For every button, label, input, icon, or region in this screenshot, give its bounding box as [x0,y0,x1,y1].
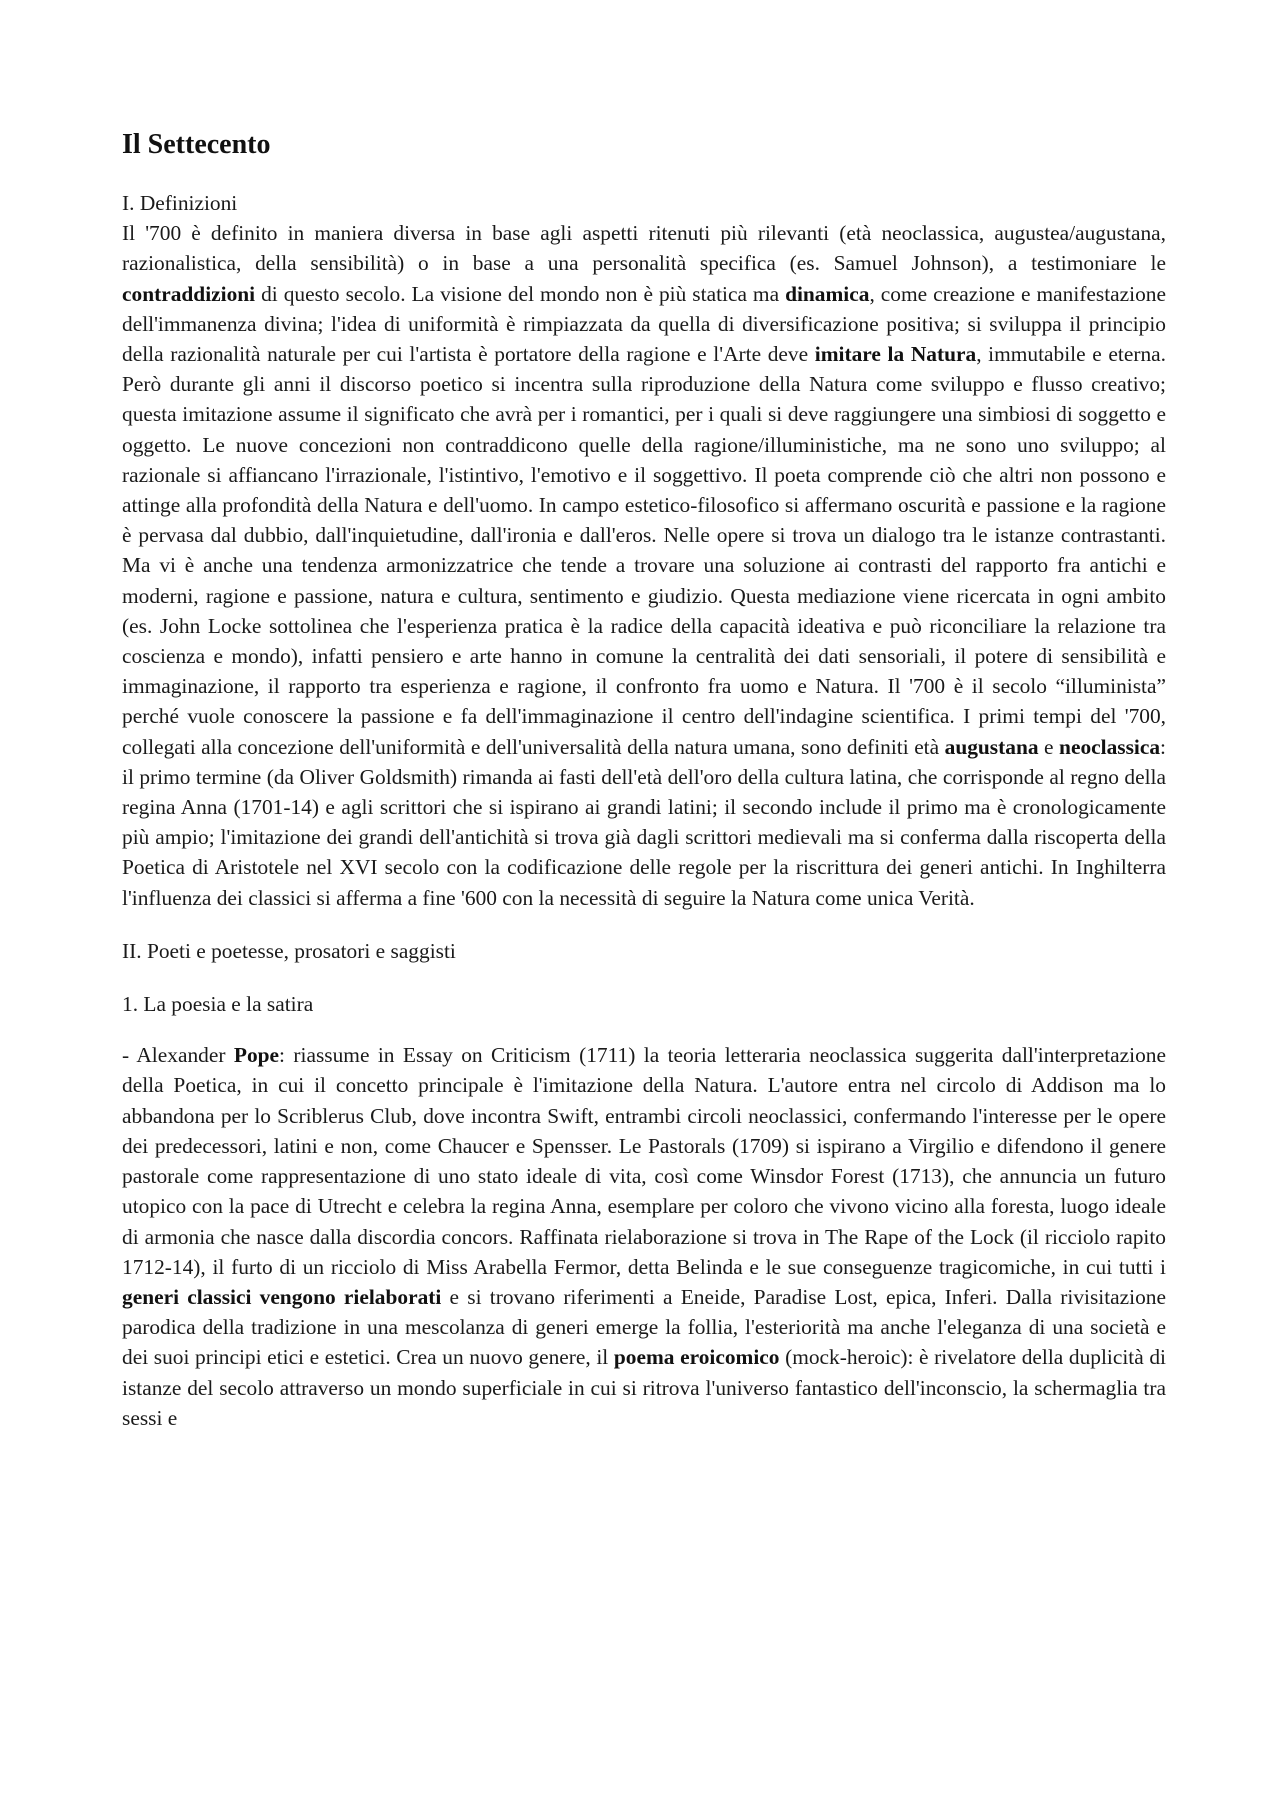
text-run: : il primo termine (da Oliver Goldsmith) rimanda ai fasti dell'età dell'oro della cultura latina, che corrisponde al regno della regina Anna (1701-14) e agli scrittori che si ispirano ai grandi latini; il secondo include il primo ma è cronologicamente più ampio; l'imitazione dei grandi dell'antichità si trova già dagli scrittori medievali ma si conferma dalla riscoperta della Poetica di Aristotele nel XVI secolo con la codificazione delle regole per la riscrittura dei generi antichi. In Inghilterra l'influenza dei classici si afferma a fine '600 con la necessità di seguire la Natura come unica Verità. [122,734,1166,910]
text-run: , immutabile e eterna. Però durante gli anni il discorso poetico si incentra sulla riproduzione della Natura come sviluppo e flusso creativo; questa imitazione assume il significato che avrà per i romantici, per i quali si deve raggiungere una simbiosi di soggetto e oggetto. Le nuove concezioni non contraddicono quelle della ragione/illuministiche, ma ne sono uno sviluppo; al razionale si affiancano l'irrazionale, l'istintivo, l'emotivo e il soggettivo. Il poeta comprende ciò che altri non possono e attinge alla profondità della Natura e dell'uomo. In campo estetico-filosofico si affermano oscurità e passione e la ragione è pervasa dal dubbio, dall'inquietudine, dall'ironia e dall'eros. Nelle opere si trova un dialogo tra le istanze contrastanti. Ma vi è anche una tendenza armonizzatrice che tende a trovare una soluzione ai contrasti del rapporto fra antichi e moderni, ragione e passione, natura e cultura, sentimento e giudizio. Questa mediazione viene ricercata in ogni ambito (es. John Locke sottolinea che l'esperienza pratica è la radice della capacità ideativa e può riconciliare la relazione tra coscienza e mondo), infatti pensiero e arte hanno in comune la centralità dei dati sensoriali, il potere di sensibilità e immaginazione, il rapporto tra esperienza e ragione, il confronto fra uomo e Natura. Il '700 è il secolo “illuminista” perché vuole conoscere la passione e fa dell'immaginazione il centro dell'indagine scientifica. I primi tempi del '700, collegati alla concezione dell'uniformità e dell'universalità della natura umana, sono definiti età [122,342,1166,759]
text-run: e [1038,734,1060,759]
bold-term-poema-eroicomico: poema eroicomico [613,1345,780,1370]
section-heading-poesia-satira: 1. La poesia e la satira [122,992,314,1017]
spacer [122,966,1166,989]
paragraph-pope [122,1040,1166,1433]
document-page [122,128,1166,1433]
text-run: : riassume in Essay on Criticism (1711) la teoria letteraria neoclassica suggerita dall'interpretazione della Poetica, in cui il concetto principale è l'imitazione della Natura. L'autore entra nel circolo di Addison ma lo abbandona per lo Scriblerus Club, dove incontra Swift, entrambi circoli neoclassici, confermando l'interesse per le opere dei predecessori, latini e non, come Chaucer e Spensser. Le Pastorals (1709) si ispirano a Virgilio e difendono il genere pastorale come rappresentazione di uno stato ideale di vita, così come Winsdor Forest (1713), che annuncia un futuro utopico con la pace di Utrecht e celebra la regina Anna, esemplare per coloro che vivono vicino alla foresta, luogo ideale di armonia che nasce dalla discordia concors. Raffinata rielaborazione si trova in The Rape of the Lock (il ricciolo rapito 1712-14), il furto di un ricciolo di Miss Arabella Fermor, detta Belinda e le sue conseguenze tragicomiche, in cui tutti i [122,1043,1166,1279]
text-run: e si trovano riferimenti a Eneide, Paradise Lost, epica, Inferi. Dalla rivisitazione parodica della tradizione in una mescolanza di generi emerge la follia, l'esteriorità ma anche l'eleganza di una società e dei suoi principi etici e estetici. Crea un nuovo genere, il [122,1284,1166,1370]
spacer [122,913,1166,936]
text-run: (mock-heroic): è rivelatore della duplicità di istanze del secolo attraverso un mondo superficiale in cui si ritrova l'universo fantastico dell'inconscio, la schermaglia tra sessi e [122,1345,1166,1430]
bold-term-augustana: augustana [944,734,1039,759]
text-run: Il '700 è definito in maniera diversa in base agli aspetti ritenuti più rilevanti (età neoclassica, augustea/augustana, razionalistica, della sensibilità) o in base a una personalità specifica (es. Samuel Johnson), a testimoniare le [122,221,1166,276]
text-run: di questo secolo. La visione del mondo non è più statica ma [255,281,786,306]
text-run: , come creazione e manifestazione dell'immanenza divina; l'idea di uniformità è rimpiazzata da quella di diversificazione positiva; si sviluppa il principio della razionalità naturale per cui l'artista è portatore della ragione e l'Arte deve [122,281,1166,367]
bold-term-dinamica: dinamica [785,281,870,306]
spacer [122,1019,1166,1040]
bold-term-imitare-la-natura: imitare la Natura [814,342,977,367]
bold-term-generi-classici: generi classici vengono rielaborati [122,1284,442,1309]
bold-term-contraddizioni: contraddizioni [122,281,256,306]
page-title: Il Settecento [122,129,271,160]
section-heading-poeti: II. Poeti e poetesse, prosatori e saggisti [122,938,456,963]
paragraph-definizioni [122,218,1166,913]
bold-term-pope: Pope [233,1043,280,1068]
section-heading-definizioni: I. Definizioni [122,191,238,215]
bold-term-neoclassica: neoclassica [1059,734,1161,759]
text-run: - Alexander [122,1043,234,1068]
